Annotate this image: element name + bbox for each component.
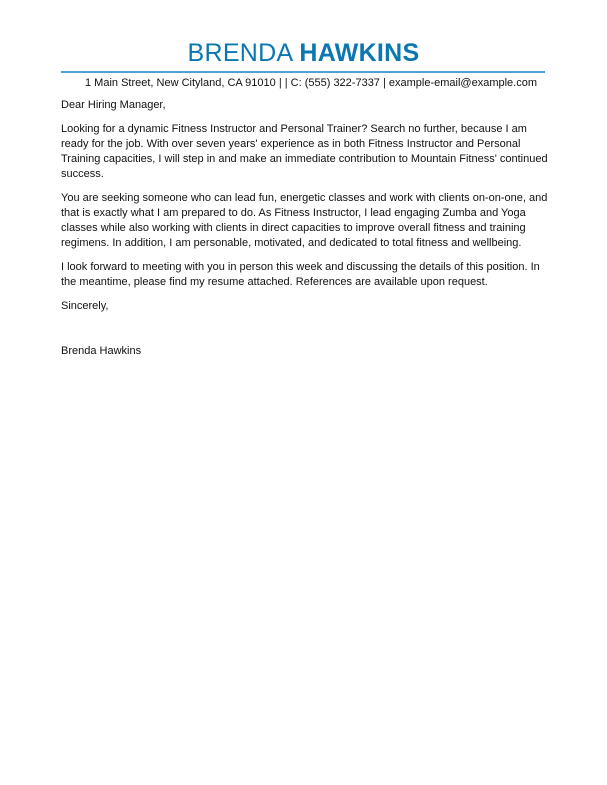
header-divider	[61, 71, 545, 73]
last-name: HAWKINS	[299, 39, 420, 67]
paragraph-closing: I look forward to meeting with you in person this week and discussing the details of this position. In the meantime, please find my resume attached. References are available upon request.	[61, 261, 540, 288]
paragraph-intro: Looking for a dynamic Fitness Instructor and Personal Trainer? Search no further, because I am ready for the job. With over seven years' experience as in both Fitness Instructor and Personal Training capacities, I will step in and make an immediate contribution to Mountain Fitness' continued success.	[61, 123, 548, 180]
signature: Brenda Hawkins	[61, 345, 142, 357]
contact-info: 1 Main Street, New Cityland, CA 91010 | | C: (555) 322-7337 | example-email@example.com	[85, 77, 538, 89]
letter-body	[61, 98, 551, 368]
closing: Sincerely,	[61, 300, 109, 312]
paragraph-qualifications: You are seeking someone who can lead fun, energetic classes and work with clients on-on-one, and that is exactly what I am prepared to do. As Fitness Instructor, I lead engaging Zumba and Yoga classes while also working with clients in direct capacities to improve overall fitness and training regimens. In addition, I am personable, motivated, and dedicated to total fitness and wellbeing.	[61, 192, 548, 249]
applicant-name-heading	[0, 38, 607, 68]
first-name: BRENDA	[187, 39, 293, 67]
salutation: Dear Hiring Manager,	[61, 99, 166, 111]
